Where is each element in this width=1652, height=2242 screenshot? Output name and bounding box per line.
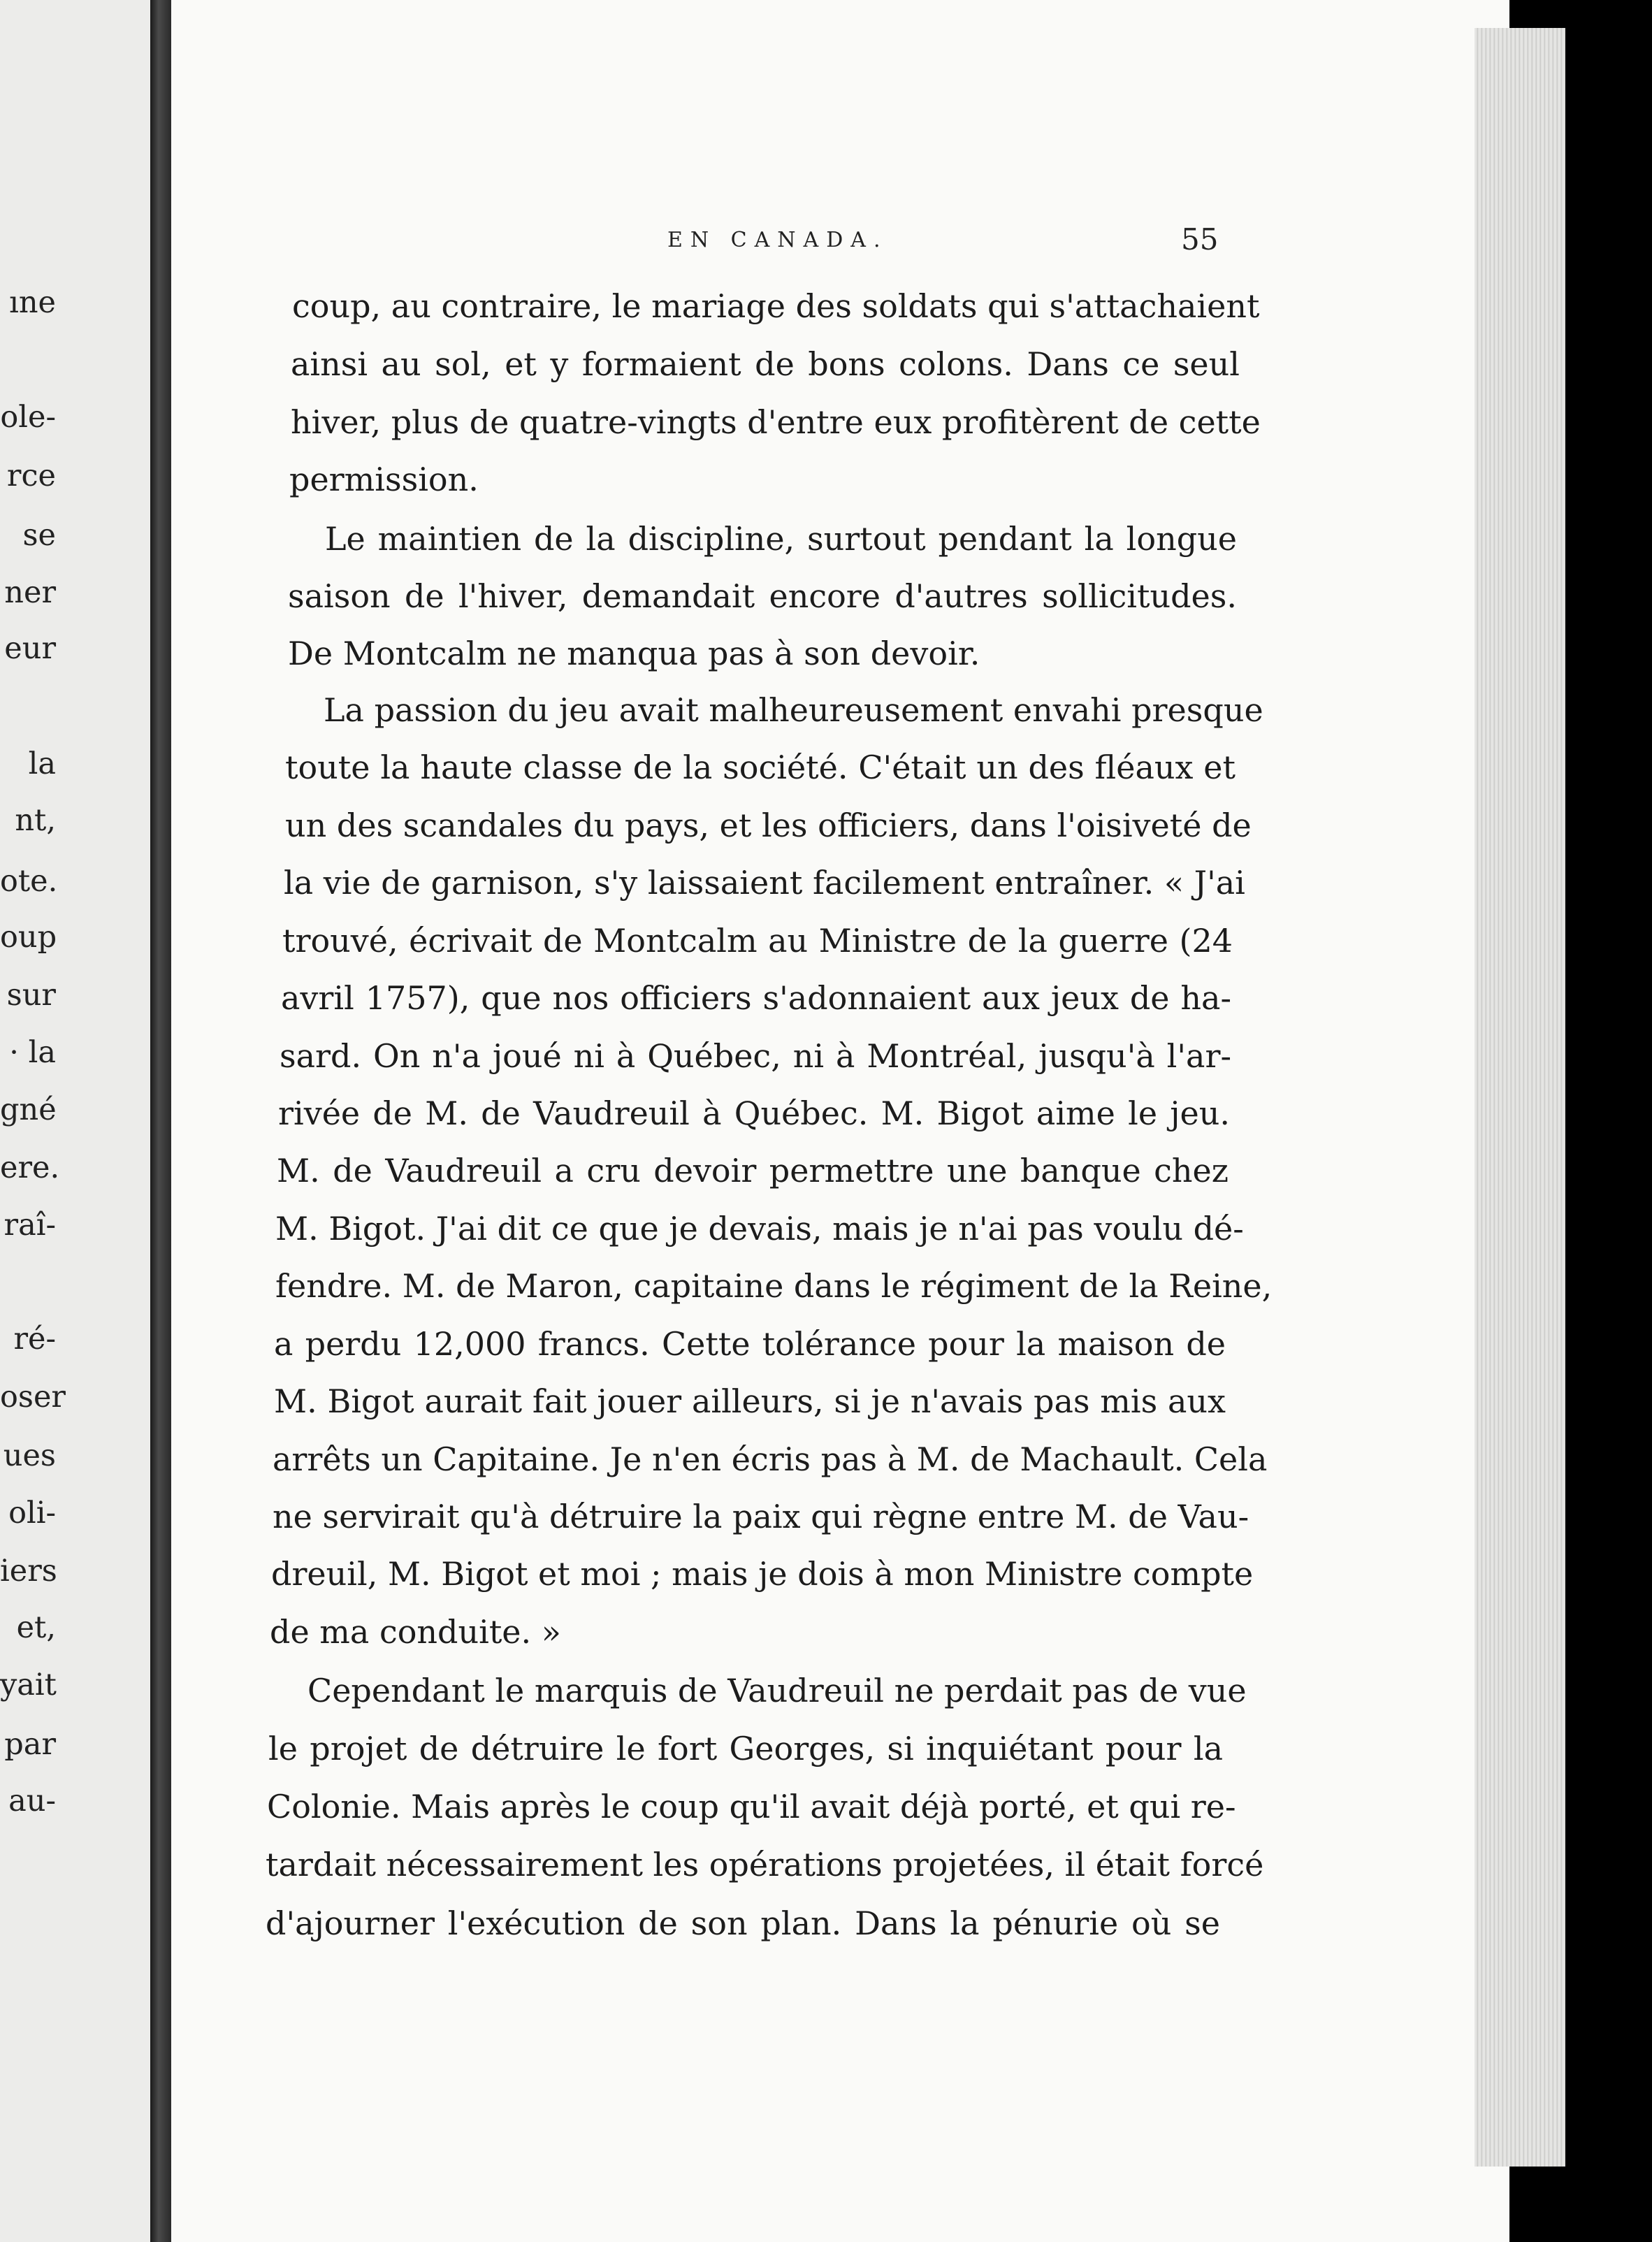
page-edges [1475,28,1565,2167]
body-line: arrêts un Capitaine. Je n'en écris pas à M. de Machault. Cela [273,1440,1268,1478]
body-line: d'ajourner l'exécution de son plan. Dans la pénurie où se [266,1904,1220,1942]
left-page-line: raî- [3,1208,56,1243]
body-line: rivée de M. de Vaudreuil à Québec. M. Bigot aime le jeu. [278,1094,1230,1132]
left-page-line: oup [0,920,57,955]
book-gutter [150,0,171,2242]
body-line: M. Bigot aurait fait jouer ailleurs, si je n'avais pas mis aux [274,1382,1226,1420]
body-line: De Montcalm ne manqua pas à son devoir. [288,635,980,672]
body-line: avril 1757), que nos officiers s'adonnaient aux jeux de ha- [281,979,1231,1017]
body-line: hiver, plus de quatre-vingts d'entre eux profitèrent de cette [291,403,1261,441]
body-line: permission. [289,461,479,498]
left-page-line: oser [0,1380,66,1415]
body-line: le projet de détruire le fort Georges, si inquiétant pour la [268,1730,1223,1767]
body-line: ne servirait qu'à détruire la paix qui règne entre M. de Vau- [273,1498,1249,1535]
body-line: M. Bigot. J'ai dit ce que je devais, mais je n'ai pas voulu dé- [275,1210,1244,1247]
body-line: sard. On n'a joué ni à Québec, ni à Montréal, jusqu'à l'ar- [280,1037,1231,1075]
left-page-line: · la [9,1035,56,1070]
left-page-line: oli- [8,1496,56,1531]
body-line: la vie de garnison, s'y laissaient facilement entraîner. « J'ai [284,864,1245,902]
left-page-line: par [4,1727,56,1762]
left-page-line: ues [3,1438,56,1473]
body-line: coup, au contraire, le mariage des soldats qui s'attachaient [292,287,1260,325]
left-page-line: se [22,518,56,553]
left-page-line: ere. [0,1150,60,1185]
left-page-line: ré- [13,1322,56,1357]
body-line: fendre. M. de Maron, capitaine dans le régiment de la Reine, [275,1267,1273,1305]
left-page-line: au- [8,1784,56,1818]
body-line: ainsi au sol, et y formaient de bons colons. Dans ce seul [291,345,1240,383]
body-line: M. de Vaudreuil a cru devoir permettre une banque chez [277,1152,1229,1189]
left-page-line: ıne [9,285,56,320]
left-page-fragment [0,0,150,2242]
body-line: a perdu 12,000 francs. Cette tolérance pour la maison de [274,1325,1226,1363]
left-page-line: la [28,746,56,781]
body-line: Cependant le marquis de Vaudreuil ne perdait pas de vue [307,1672,1247,1709]
running-head: EN CANADA. [667,228,888,252]
page-number: 55 [1181,222,1219,256]
body-line: Colonie. Mais après le coup qu'il avait déjà porté, et qui re- [267,1788,1236,1825]
body-line: Le maintien de la discipline, surtout pendant la longue [325,520,1237,558]
left-page-line: rce [6,458,56,493]
body-line: un des scandales du pays, et les officiers, dans l'oisiveté de [285,807,1252,844]
left-page-line: et, [16,1610,56,1645]
left-page-line: ole- [0,400,56,435]
left-page-line: nt, [15,803,56,838]
left-page-line: ner [4,575,56,610]
left-page-line: eur [4,631,56,666]
body-line: dreuil, M. Bigot et moi ; mais je dois à mon Ministre compte [271,1555,1254,1593]
body-line: trouvé, écrivait de Montcalm au Ministre de la guerre (24 [282,922,1233,960]
body-line: tardait nécessairement les opérations projetées, il était forcé [266,1846,1264,1883]
left-page-line: gné [0,1092,57,1127]
body-line: La passion du jeu avait malheureusement envahi presque [324,691,1263,729]
left-page-line: ote. [0,864,58,899]
body-line: toute la haute classe de la société. C'était un des fléaux et [285,748,1236,786]
left-page-line: iers [0,1554,57,1589]
left-page-line: yait [0,1668,57,1702]
body-line: saison de l'hiver, demandait encore d'autres sollicitudes. [288,577,1237,615]
body-line: de ma conduite. » [270,1613,561,1651]
left-page-line: sur [6,978,56,1013]
